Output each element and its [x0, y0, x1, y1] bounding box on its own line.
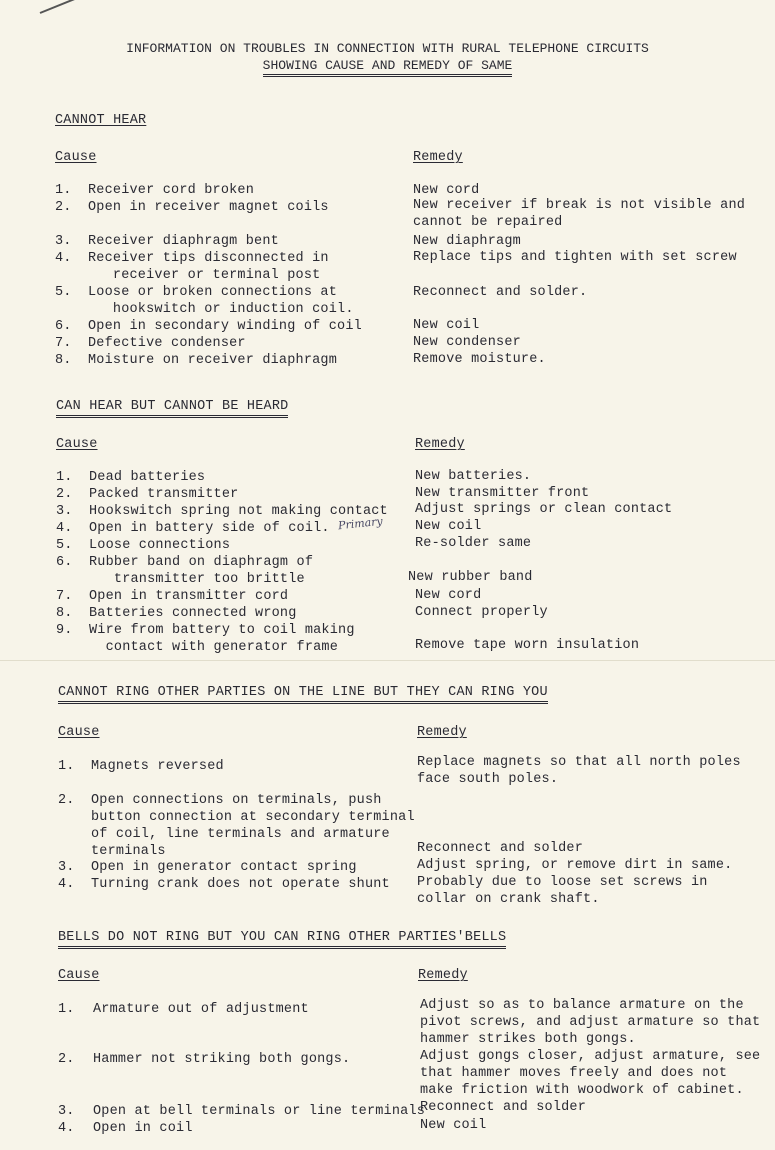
remedy-text: Replace tips and tighten with set screw: [413, 250, 737, 265]
remedy-text: New batteries.: [415, 469, 532, 484]
remedy-text: New coil: [413, 318, 480, 333]
remedy-text: New condenser: [413, 335, 521, 350]
cause-text: transmitter too brittle: [89, 572, 305, 587]
remedy-text: pivot screws, and adjust armature so that: [420, 1015, 761, 1030]
cause-text: Receiver diaphragm bent: [88, 234, 279, 249]
cause-text: Packed transmitter: [89, 487, 239, 502]
cause-label-text: Cause: [58, 725, 100, 740]
cause-text: Defective condenser: [88, 336, 246, 351]
item-number: 3.: [56, 504, 73, 519]
remedy-text: Adjust spring, or remove dirt in same.: [417, 858, 733, 873]
cause-text: Open at bell terminals or line terminals: [93, 1104, 426, 1119]
cause-text: Open in coil: [93, 1121, 193, 1136]
remedy-column-label: [417, 724, 467, 741]
cause-text: Open in generator contact spring: [91, 860, 357, 875]
item-number: 1.: [58, 759, 75, 774]
cause-label-text: Cause: [58, 968, 100, 983]
remedy-text: Reconnect and solder: [420, 1100, 587, 1115]
remedy-text: Reconnect and solder.: [413, 285, 588, 300]
cause-text: Magnets reversed: [91, 759, 224, 774]
remedy-label-text: Remedy: [413, 150, 463, 165]
remedy-column-label: [418, 967, 468, 984]
remedy-column-label: [415, 436, 465, 453]
remedy-text: New rubber band: [408, 570, 533, 585]
cause-text: Hammer not striking both gongs.: [93, 1052, 351, 1067]
cause-text: Rubber band on diaphragm of: [89, 555, 314, 570]
cause-text: Moisture on receiver diaphragm: [88, 353, 338, 368]
remedy-text: New receiver if break is not visible and: [413, 198, 746, 213]
doc-title-line2-text: SHOWING CAUSE AND REMEDY OF SAME: [263, 58, 513, 77]
item-number: 1.: [58, 1002, 75, 1017]
cause-text: Turning crank does not operate shunt: [91, 877, 390, 892]
item-number: 8.: [56, 606, 73, 621]
cause-text: Armature out of adjustment: [93, 1002, 309, 1017]
pin-mark: [40, 0, 85, 14]
remedy-text: New transmitter front: [415, 486, 590, 501]
cause-text: Open connections on terminals, push: [91, 793, 382, 808]
item-number: 5.: [55, 285, 72, 300]
remedy-label-text: Remedy: [415, 437, 465, 452]
cause-text: contact with generator frame: [89, 640, 339, 655]
cause-label-text: Cause: [55, 150, 97, 165]
remedy-text: Remove tape worn insulation: [415, 638, 640, 653]
cause-text: Open in receiver magnet coils: [88, 200, 329, 215]
remedy-text: Probably due to loose set screws in: [417, 875, 708, 890]
remedy-text: Connect properly: [415, 605, 548, 620]
item-number: 3.: [55, 234, 72, 249]
remedy-text: New coil: [415, 519, 482, 534]
section-heading: [58, 929, 506, 946]
item-number: 2.: [58, 1052, 75, 1067]
remedy-label-text: Remedy: [418, 968, 468, 983]
doc-title-line2: [0, 57, 775, 74]
remedy-text: New cord: [413, 183, 480, 198]
remedy-text: Re-solder same: [415, 536, 532, 551]
cause-text: terminals: [91, 844, 166, 859]
item-number: 3.: [58, 1104, 75, 1119]
cause-text: Open in transmitter cord: [89, 589, 289, 604]
item-number: 1.: [56, 470, 73, 485]
item-number: 4.: [58, 1121, 75, 1136]
section-heading: [56, 398, 288, 415]
fold-line: [0, 660, 775, 661]
remedy-text: hammer strikes both gongs.: [420, 1032, 636, 1047]
handwritten-note: Primary: [337, 514, 384, 533]
item-number: 9.: [56, 623, 73, 638]
item-number: 4.: [55, 251, 72, 266]
remedy-text: cannot be repaired: [413, 215, 563, 230]
item-number: 4.: [56, 521, 73, 536]
cause-label-text: Cause: [56, 437, 98, 452]
cause-text: Open in battery side of coil.: [89, 521, 330, 536]
cause-text: receiver or terminal post: [88, 268, 321, 283]
remedy-text: Adjust gongs closer, adjust armature, see: [420, 1049, 761, 1064]
cause-text: Open in secondary winding of coil: [88, 319, 362, 334]
remedy-text: Adjust springs or clean contact: [415, 502, 673, 517]
remedy-text: Remove moisture.: [413, 352, 546, 367]
item-number: 8.: [55, 353, 72, 368]
item-number: 7.: [56, 589, 73, 604]
doc-title-line1: INFORMATION ON TROUBLES IN CONNECTION WITH RURAL TELEPHONE CIRCUITS: [126, 41, 649, 56]
cause-column-label: [55, 149, 97, 166]
cause-column-label: [56, 436, 98, 453]
remedy-text: New coil: [420, 1118, 487, 1133]
remedy-text: face south poles.: [417, 772, 559, 787]
section-heading: [55, 112, 146, 129]
remedy-text: Replace magnets so that all north poles: [417, 755, 741, 770]
item-number: 2.: [58, 793, 75, 808]
cause-text: hookswitch or induction coil.: [88, 302, 354, 317]
cause-text: button connection at secondary terminal: [91, 810, 415, 825]
section-heading-text: CANNOT HEAR: [55, 113, 147, 128]
item-number: 2.: [55, 200, 72, 215]
cause-text: Loose or broken connections at: [88, 285, 338, 300]
remedy-text: collar on crank shaft.: [417, 892, 600, 907]
cause-text: Receiver tips disconnected in: [88, 251, 329, 266]
item-number: 6.: [56, 555, 73, 570]
remedy-column-label: [413, 149, 463, 166]
item-number: 3.: [58, 860, 75, 875]
cause-text: Dead batteries: [89, 470, 206, 485]
remedy-label-text: Remedy: [417, 725, 467, 740]
cause-column-label: [58, 967, 100, 984]
item-number: 1.: [55, 183, 72, 198]
section-heading-text: CAN HEAR BUT CANNOT BE HEARD: [56, 399, 288, 418]
item-number: 6.: [55, 319, 72, 334]
item-number: 2.: [56, 487, 73, 502]
item-number: 7.: [55, 336, 72, 351]
remedy-text: Reconnect and solder: [417, 841, 584, 856]
remedy-text: Adjust so as to balance armature on the: [420, 998, 744, 1013]
cause-text: of coil, line terminals and armature: [91, 827, 390, 842]
cause-text: Hookswitch spring not making contact: [89, 504, 388, 519]
remedy-text: New cord: [415, 588, 482, 603]
remedy-text: make friction with woodwork of cabinet.: [420, 1083, 744, 1098]
section-heading-text: BELLS DO NOT RING BUT YOU CAN RING OTHER PARTIES'BELLS: [58, 930, 506, 949]
cause-text: Loose connections: [89, 538, 231, 553]
cause-column-label: [58, 724, 100, 741]
remedy-text: that hammer moves freely and does not: [420, 1066, 728, 1081]
cause-text: Receiver cord broken: [88, 183, 255, 198]
section-heading-text: CANNOT RING OTHER PARTIES ON THE LINE BUT THEY CAN RING YOU: [58, 685, 548, 704]
item-number: 4.: [58, 877, 75, 892]
cause-text: Wire from battery to coil making: [89, 623, 355, 638]
remedy-text: New diaphragm: [413, 234, 521, 249]
section-heading: [58, 684, 548, 701]
cause-text: Batteries connected wrong: [89, 606, 297, 621]
item-number: 5.: [56, 538, 73, 553]
